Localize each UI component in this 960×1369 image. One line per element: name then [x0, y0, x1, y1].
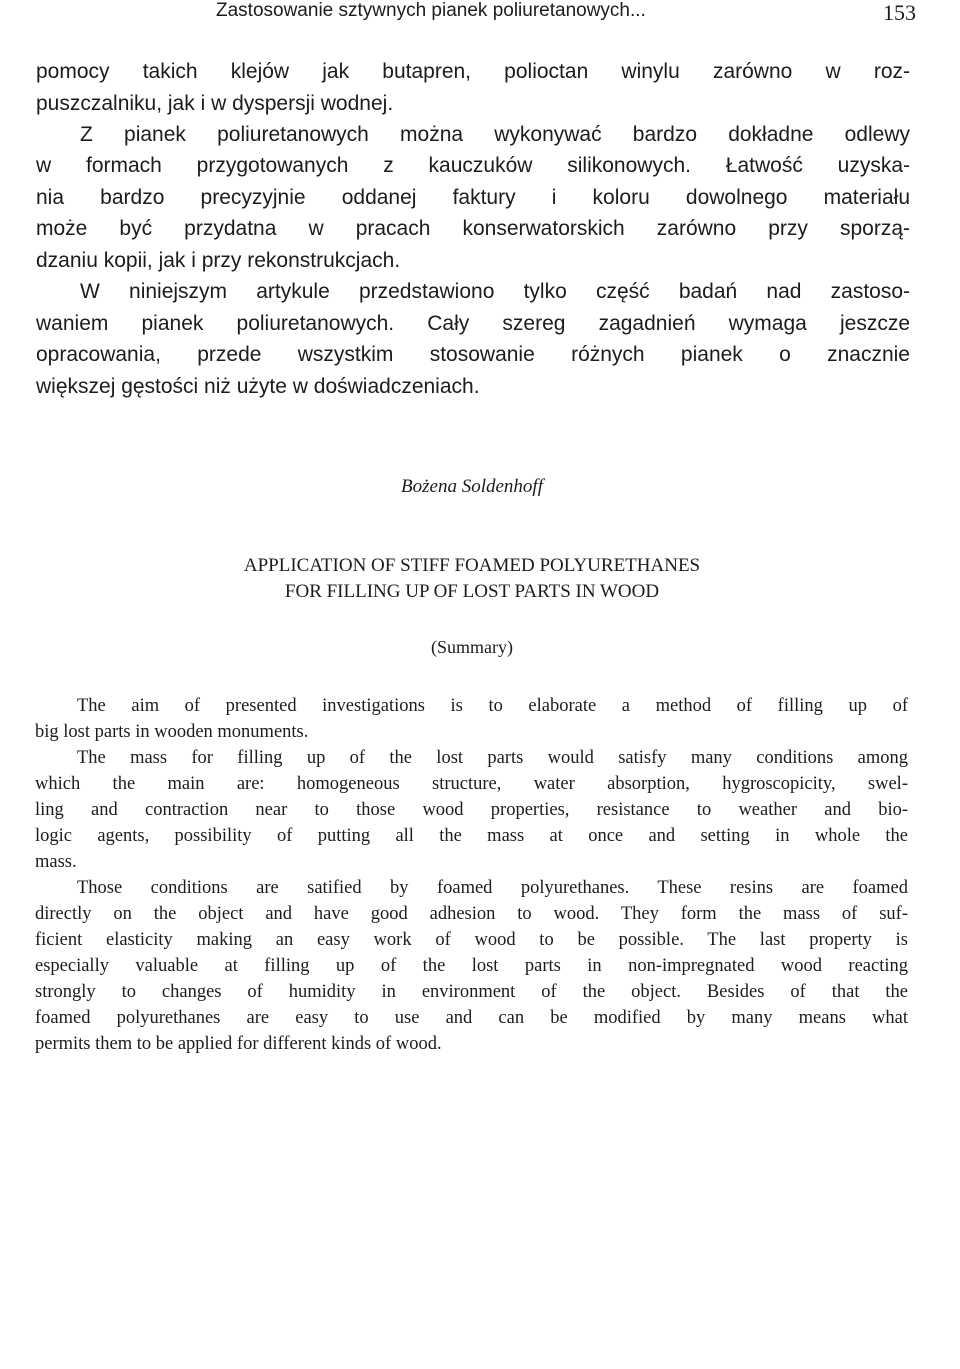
summary-subtitle: (Summary) [431, 637, 513, 657]
summary-title-line: FOR FILLING UP OF LOST PARTS IN WOOD [284, 581, 660, 602]
polish-text-line: może być przydatna w pracach konserwatorskich zarówno przy sporzą- [36, 217, 910, 240]
summary-title-line: APPLICATION OF STIFF FOAMED POLYURETHANES [243, 555, 701, 576]
summary-text-line: ling and contraction near to those wood properties, resistance to weather and bio- [35, 800, 908, 820]
running-title: Zastosowanie sztywnych pianek poliuretanowych... [216, 0, 646, 21]
summary-text-line: logic agents, possibility of putting all the mass at once and setting in whole the [35, 826, 908, 846]
summary-text-line: The mass for filling up of the lost parts would satisfy many conditions among [77, 748, 908, 768]
summary-title [0, 553, 944, 605]
summary-text-line: directly on the object and have good adhesion to wood. They form the mass of suf- [35, 904, 908, 924]
summary-text-line: mass. [35, 852, 77, 872]
summary-text-line: big lost parts in wooden monuments. [35, 722, 309, 742]
summary-text-line: The aim of presented investigations is to elaborate a method of filling up of [77, 696, 908, 716]
summary-text-line: permits them to be applied for different kinds of wood. [35, 1034, 442, 1054]
polish-text-line: opracowania, przede wszystkim stosowanie różnych pianek o znacznie [36, 343, 910, 366]
summary-text-line: Those conditions are satified by foamed polyurethanes. These resins are foamed [77, 878, 908, 898]
polish-text-line: nia bardzo precyzyjnie oddanej faktury i koloru dowolnego materiału [36, 186, 910, 209]
polish-text-line: pomocy takich klejów jak butapren, polioctan winylu zarówno w roz- [36, 60, 910, 83]
summary-text-line: strongly to changes of humidity in environment of the object. Besides of that the [35, 982, 908, 1002]
polish-text-line: W niniejszym artykule przedstawiono tylko część badań nad zastoso- [80, 280, 910, 303]
polish-text-line: puszczalniku, jak i w dyspersji wodnej. [36, 92, 394, 115]
summary-author: Bożena Soldenhoff [401, 476, 543, 497]
polish-text-line: w formach przygotowanych z kauczuków silikonowych. Łatwość uzyska- [36, 154, 910, 177]
polish-text-line: dzaniu kopii, jak i przy rekonstrukcjach. [36, 249, 401, 272]
polish-text-line: większej gęstości niż użyte w doświadczeniach. [36, 375, 480, 398]
polish-text-line: Z pianek poliuretanowych można wykonywać bardzo dokładne odlewy [80, 123, 910, 146]
summary-text-line: especially valuable at filling up of the lost parts in non-impregnated wood reacting [35, 956, 908, 976]
summary-text-line: ficient elasticity making an easy work of wood to be possible. The last property is [35, 930, 908, 950]
summary-text-line: which the main are: homogeneous structure, water absorption, hygroscopicity, swel- [35, 774, 908, 794]
page-number: 153 [883, 0, 916, 25]
running-header [216, 0, 916, 26]
summary-text-line: foamed polyurethanes are easy to use and can be modified by many means what [35, 1008, 908, 1028]
polish-text-line: waniem pianek poliuretanowych. Cały szereg zagadnień wymaga jeszcze [36, 312, 910, 335]
